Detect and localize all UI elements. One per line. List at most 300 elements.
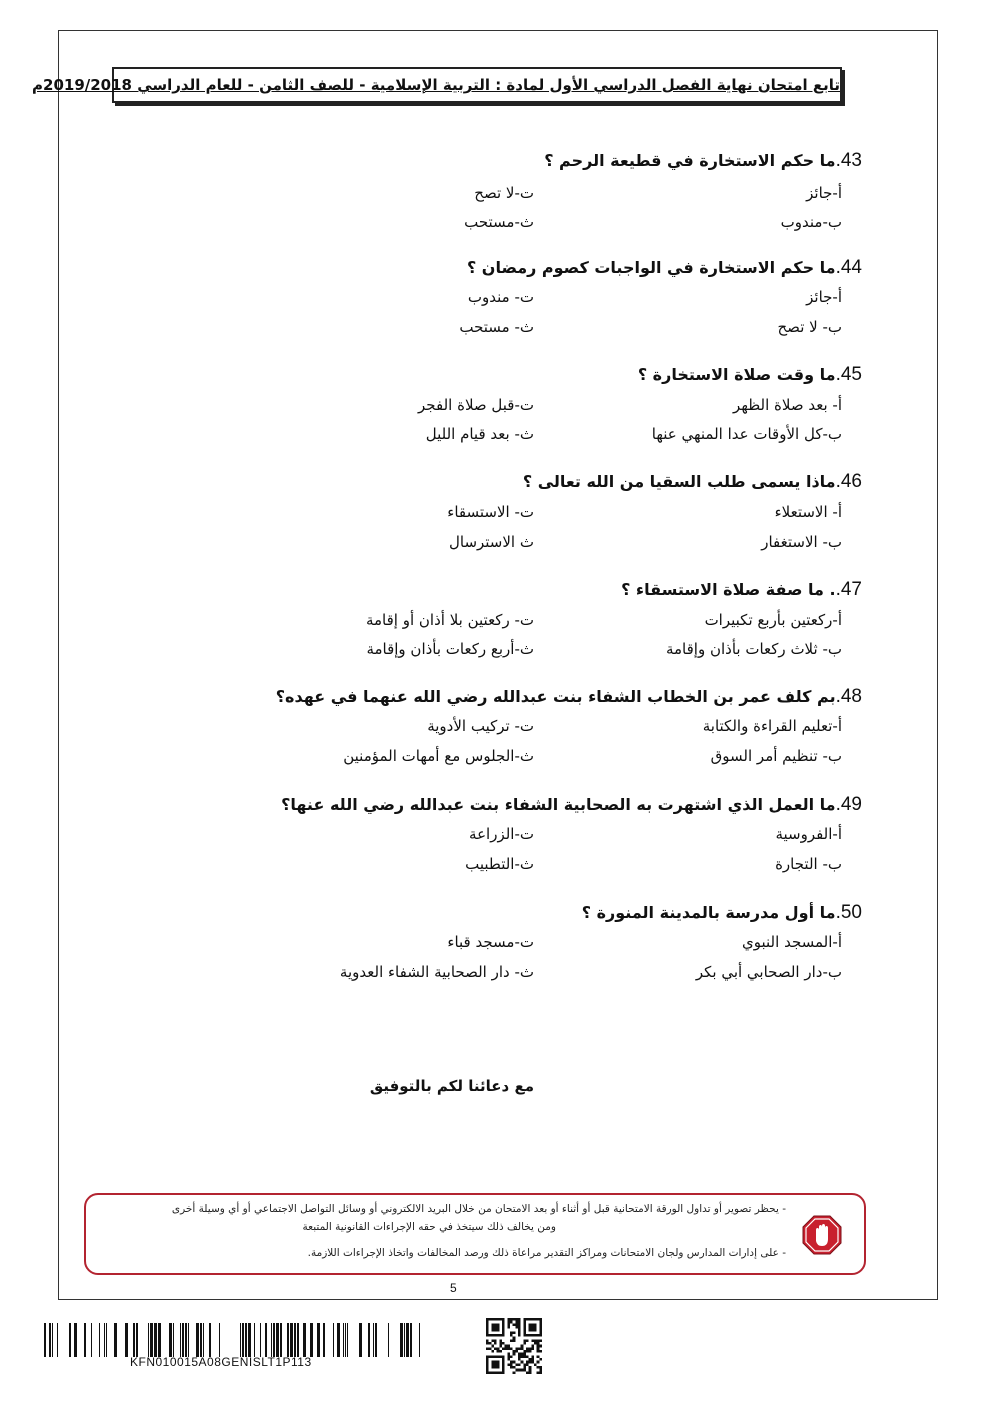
page-number: 5 xyxy=(450,1281,457,1295)
qr-finder-module xyxy=(494,1318,497,1321)
qr-module xyxy=(521,1355,524,1358)
qr-module xyxy=(507,1326,510,1329)
barcode-bar xyxy=(373,1323,374,1357)
option-t: ت-الزراعة xyxy=(469,825,534,843)
barcode-bar xyxy=(290,1323,293,1357)
qr-finder-module xyxy=(539,1318,542,1321)
qr-finder-module xyxy=(486,1318,489,1321)
qr-module xyxy=(510,1339,513,1342)
barcode-bar xyxy=(388,1323,389,1357)
question-title: 43.ما حكم الاستخارة في قطيعة الرحم ؟ xyxy=(544,150,862,171)
barcode-bar xyxy=(125,1323,128,1357)
qr-module xyxy=(489,1347,492,1350)
qr-module xyxy=(499,1342,502,1345)
qr-finder-module xyxy=(502,1326,505,1329)
qr-module xyxy=(499,1350,502,1353)
qr-finder-module xyxy=(497,1334,500,1337)
qr-module xyxy=(526,1355,529,1358)
qr-finder-module xyxy=(486,1326,489,1329)
qr-module xyxy=(515,1323,518,1326)
question-title: 47.. ما صفة صلاة الاستسقاء ؟ xyxy=(621,579,862,600)
qr-finder-module xyxy=(494,1355,497,1358)
qr-finder-module xyxy=(529,1329,532,1332)
barcode-bar xyxy=(287,1323,289,1357)
qr-module xyxy=(523,1350,526,1353)
qr-module xyxy=(510,1366,513,1369)
qr-module xyxy=(518,1318,521,1321)
qr-finder-module xyxy=(523,1318,526,1321)
qr-finder-module xyxy=(497,1363,500,1366)
qr-module xyxy=(531,1358,534,1361)
barcode-bar xyxy=(368,1323,370,1357)
qr-module xyxy=(515,1369,518,1372)
qr-finder-module xyxy=(486,1334,489,1337)
qr-finder-module xyxy=(523,1329,526,1332)
qr-finder-module xyxy=(491,1363,494,1366)
qr-finder-module xyxy=(523,1326,526,1329)
qr-module xyxy=(510,1347,513,1350)
stop-hand-icon xyxy=(802,1215,842,1255)
qr-module xyxy=(513,1323,516,1326)
qr-finder-module xyxy=(526,1334,529,1337)
qr-module xyxy=(531,1347,534,1350)
qr-module xyxy=(526,1347,529,1350)
qr-module xyxy=(518,1323,521,1326)
barcode-bar xyxy=(49,1323,51,1357)
qr-module xyxy=(531,1355,534,1358)
barcode-bar xyxy=(323,1323,325,1357)
qr-module xyxy=(537,1371,540,1374)
qr-module xyxy=(494,1342,497,1345)
qr-module xyxy=(499,1339,502,1342)
barcode-bar xyxy=(84,1323,86,1357)
qr-finder-module xyxy=(539,1326,542,1329)
question-title: 44.ما حكم الاستخارة في الواجبات كصوم رمضان ؟ xyxy=(466,257,862,278)
barcode-bar xyxy=(400,1323,403,1357)
option-t: ت-لا تصح xyxy=(474,184,534,202)
qr-finder-module xyxy=(499,1371,502,1374)
qr-code-image xyxy=(486,1318,542,1374)
qr-module xyxy=(523,1355,526,1358)
qr-finder-module xyxy=(523,1323,526,1326)
barcode-bar xyxy=(242,1323,244,1357)
barcode-bar xyxy=(136,1323,138,1357)
qr-finder-module xyxy=(526,1318,529,1321)
qr-module xyxy=(502,1347,505,1350)
qr-finder-module xyxy=(502,1366,505,1369)
barcode-bar xyxy=(333,1323,334,1357)
qr-module xyxy=(518,1355,521,1358)
qr-module xyxy=(526,1361,529,1364)
qr-finder-module xyxy=(497,1361,500,1364)
barcode-bar xyxy=(209,1323,211,1357)
option-b: ب-دار الصحابي أبي بكر xyxy=(695,963,842,981)
qr-module xyxy=(486,1342,489,1345)
qr-module xyxy=(537,1342,540,1345)
qr-module xyxy=(507,1347,510,1350)
qr-finder-module xyxy=(499,1318,502,1321)
barcode-bar xyxy=(148,1323,149,1357)
qr-finder-module xyxy=(489,1334,492,1337)
qr-finder-module xyxy=(486,1355,489,1358)
qr-finder-module xyxy=(534,1323,537,1326)
barcode-bar xyxy=(347,1323,348,1357)
qr-module xyxy=(531,1361,534,1364)
barcode-bar xyxy=(248,1323,251,1357)
barcode-bar xyxy=(182,1323,184,1357)
option-th: ث- بعد قيام الليل xyxy=(425,425,534,443)
qr-finder-module xyxy=(502,1321,505,1324)
qr-module xyxy=(537,1347,540,1350)
qr-module xyxy=(534,1342,537,1345)
qr-module xyxy=(513,1371,516,1374)
barcode-bar xyxy=(91,1323,92,1357)
option-th: ث- مستحب xyxy=(459,318,534,336)
qr-finder-module xyxy=(491,1329,494,1332)
qr-finder-module xyxy=(502,1363,505,1366)
barcode-bar xyxy=(188,1323,189,1357)
qr-module xyxy=(521,1369,524,1372)
barcode-bar xyxy=(173,1323,174,1357)
barcode-bar xyxy=(196,1323,199,1357)
barcode-bar xyxy=(104,1323,105,1357)
qr-finder-module xyxy=(497,1355,500,1358)
option-a: أ-جائز xyxy=(806,288,842,306)
qr-module xyxy=(502,1342,505,1345)
qr-finder-module xyxy=(502,1323,505,1326)
option-t: ت- ركعتين بلا أذان أو إقامة xyxy=(365,611,534,629)
qr-finder-module xyxy=(491,1326,494,1329)
qr-module xyxy=(507,1363,510,1366)
barcode-bar xyxy=(276,1323,279,1357)
qr-module xyxy=(497,1350,500,1353)
qr-finder-module xyxy=(494,1366,497,1369)
qr-finder-module xyxy=(523,1321,526,1324)
barcode-bar xyxy=(271,1323,272,1357)
qr-module xyxy=(518,1331,521,1334)
qr-module xyxy=(523,1363,526,1366)
qr-module xyxy=(523,1342,526,1345)
qr-module xyxy=(531,1345,534,1348)
qr-module xyxy=(539,1366,542,1369)
barcode-bar xyxy=(106,1323,107,1357)
barcode-bar xyxy=(337,1323,340,1357)
qr-module xyxy=(513,1350,516,1353)
option-t: ت-قبل صلاة الفجر xyxy=(418,396,534,414)
barcode-bar xyxy=(343,1323,344,1357)
qr-module xyxy=(505,1347,508,1350)
qr-finder-module xyxy=(491,1371,494,1374)
barcode-bar xyxy=(154,1323,157,1357)
qr-module xyxy=(513,1331,516,1334)
barcode-bar xyxy=(150,1323,153,1357)
qr-finder-module xyxy=(497,1318,500,1321)
barcode-bar xyxy=(345,1323,346,1357)
qr-finder-module xyxy=(497,1326,500,1329)
question-title: 46.ماذا يسمى طلب السقيا من الله تعالى ؟ xyxy=(522,471,862,492)
qr-module xyxy=(510,1361,513,1364)
qr-finder-module xyxy=(491,1318,494,1321)
qr-finder-module xyxy=(494,1334,497,1337)
qr-finder-module xyxy=(489,1318,492,1321)
qr-finder-module xyxy=(494,1361,497,1364)
barcode-bar xyxy=(158,1323,161,1357)
qr-module xyxy=(491,1350,494,1353)
barcode-bar xyxy=(52,1323,53,1357)
qr-finder-module xyxy=(494,1363,497,1366)
qr-finder-module xyxy=(494,1329,497,1332)
qr-finder-module xyxy=(502,1355,505,1358)
option-b: ب- الاستغفار xyxy=(761,533,842,551)
qr-finder-module xyxy=(534,1329,537,1332)
barcode-bar xyxy=(280,1323,282,1357)
qr-finder-module xyxy=(486,1331,489,1334)
barcode-bar xyxy=(265,1323,267,1357)
qr-module xyxy=(521,1353,524,1356)
barcode-bar xyxy=(410,1323,412,1357)
qr-module xyxy=(510,1331,513,1334)
qr-module xyxy=(505,1345,508,1348)
qr-module xyxy=(518,1321,521,1324)
question-title: 45.ما وقت صلاة الاستخارة ؟ xyxy=(637,364,862,385)
qr-module xyxy=(518,1363,521,1366)
qr-module xyxy=(515,1363,518,1366)
option-th: ث-مستحب xyxy=(464,213,534,231)
qr-module xyxy=(518,1347,521,1350)
option-t: ت- الاستسقاء xyxy=(447,503,534,521)
qr-module xyxy=(534,1363,537,1366)
qr-finder-module xyxy=(497,1329,500,1332)
qr-finder-module xyxy=(502,1358,505,1361)
qr-module xyxy=(523,1339,526,1342)
qr-finder-module xyxy=(502,1329,505,1332)
barcode-bar xyxy=(303,1323,306,1357)
qr-module xyxy=(539,1358,542,1361)
qr-module xyxy=(518,1369,521,1372)
qr-module xyxy=(489,1342,492,1345)
qr-module xyxy=(539,1371,542,1374)
qr-finder-module xyxy=(491,1334,494,1337)
qr-finder-module xyxy=(529,1323,532,1326)
qr-module xyxy=(526,1371,529,1374)
qr-module xyxy=(494,1339,497,1342)
qr-finder-module xyxy=(531,1318,534,1321)
qr-finder-module xyxy=(486,1361,489,1364)
qr-module xyxy=(529,1347,532,1350)
qr-finder-module xyxy=(523,1334,526,1337)
qr-module xyxy=(534,1339,537,1342)
option-a: أ- بعد صلاة الظهر xyxy=(733,396,842,414)
qr-module xyxy=(513,1366,516,1369)
option-th: ث الاسترسال xyxy=(448,533,534,551)
option-a: أ-تعليم القراءة والكتابة xyxy=(702,717,842,735)
qr-module xyxy=(507,1358,510,1361)
barcode-bar xyxy=(169,1323,172,1357)
barcode-bar xyxy=(245,1323,247,1357)
barcode-bar xyxy=(57,1323,58,1357)
qr-module xyxy=(513,1339,516,1342)
qr-module xyxy=(515,1350,518,1353)
barcode-bar xyxy=(375,1323,377,1357)
option-b: ب- لا تصح xyxy=(777,318,842,336)
barcode-bar xyxy=(404,1323,405,1357)
qr-module xyxy=(526,1350,529,1353)
qr-module xyxy=(537,1366,540,1369)
qr-finder-module xyxy=(486,1366,489,1369)
barcode-bar xyxy=(260,1323,261,1357)
qr-module xyxy=(539,1369,542,1372)
qr-finder-module xyxy=(502,1318,505,1321)
qr-module xyxy=(518,1353,521,1356)
qr-finder-module xyxy=(502,1369,505,1372)
qr-finder-module xyxy=(499,1334,502,1337)
qr-finder-module xyxy=(486,1323,489,1326)
qr-finder-module xyxy=(523,1331,526,1334)
qr-finder-module xyxy=(491,1361,494,1364)
qr-module xyxy=(507,1318,510,1321)
qr-module xyxy=(529,1366,532,1369)
qr-finder-module xyxy=(494,1326,497,1329)
option-th: ث-التطبيب xyxy=(465,855,534,873)
qr-module xyxy=(523,1353,526,1356)
barcode-bar xyxy=(406,1323,409,1357)
qr-module xyxy=(486,1347,489,1350)
qr-module xyxy=(510,1355,513,1358)
qr-finder-module xyxy=(539,1334,542,1337)
barcode-bar xyxy=(310,1323,313,1357)
closing-wish: مع دعائنا لكم بالتوفيق xyxy=(369,1077,534,1095)
option-a: أ-ركعتين بأربع تكبيرات xyxy=(704,611,842,629)
qr-module xyxy=(507,1355,510,1358)
qr-module xyxy=(521,1345,524,1348)
qr-finder-module xyxy=(531,1326,534,1329)
qr-module xyxy=(510,1321,513,1324)
qr-module xyxy=(537,1355,540,1358)
qr-module xyxy=(529,1350,532,1353)
option-b: ب- ثلاث ركعات بأذان وإقامة xyxy=(665,640,842,658)
qr-finder-module xyxy=(539,1329,542,1332)
qr-finder-module xyxy=(529,1318,532,1321)
barcode-bar xyxy=(219,1323,220,1357)
qr-module xyxy=(510,1363,513,1366)
qr-module xyxy=(510,1334,513,1337)
qr-finder-module xyxy=(486,1371,489,1374)
qr-finder-module xyxy=(534,1318,537,1321)
option-th: ث-الجلوس مع أمهات المؤمنين xyxy=(343,747,534,765)
qr-module xyxy=(539,1350,542,1353)
qr-module xyxy=(537,1361,540,1364)
barcode-bar xyxy=(200,1323,202,1357)
qr-finder-module xyxy=(539,1331,542,1334)
qr-finder-module xyxy=(486,1321,489,1324)
qr-finder-module xyxy=(529,1334,532,1337)
option-a: أ- الاستعلاء xyxy=(774,503,842,521)
qr-module xyxy=(539,1339,542,1342)
qr-finder-module xyxy=(529,1326,532,1329)
qr-module xyxy=(513,1318,516,1321)
qr-module xyxy=(523,1369,526,1372)
barcode-bar xyxy=(273,1323,275,1357)
qr-finder-module xyxy=(502,1371,505,1374)
qr-finder-module xyxy=(486,1358,489,1361)
barcode-bar xyxy=(185,1323,187,1357)
option-t: ت- مندوب xyxy=(467,288,534,306)
qr-finder-module xyxy=(497,1366,500,1369)
qr-module xyxy=(513,1337,516,1340)
option-t: ت- تركيب الأدوية xyxy=(427,717,534,735)
option-b: ب- التجارة xyxy=(775,855,842,873)
qr-module xyxy=(491,1345,494,1348)
qr-finder-module xyxy=(539,1323,542,1326)
qr-finder-module xyxy=(537,1334,540,1337)
qr-module xyxy=(526,1339,529,1342)
qr-module xyxy=(529,1361,532,1364)
qr-module xyxy=(515,1318,518,1321)
barcode-bar xyxy=(114,1323,117,1357)
qr-finder-module xyxy=(486,1363,489,1366)
qr-module xyxy=(518,1329,521,1332)
qr-module xyxy=(521,1347,524,1350)
barcode-bar xyxy=(44,1323,46,1357)
barcode-bar xyxy=(74,1323,77,1357)
qr-module xyxy=(515,1326,518,1329)
qr-module xyxy=(510,1318,513,1321)
option-a: أ-جائز xyxy=(806,184,842,202)
qr-module xyxy=(518,1334,521,1337)
barcode-bar xyxy=(240,1323,241,1357)
question-title: 50.ما أول مدرسة بالمدينة المنورة ؟ xyxy=(581,902,862,923)
barcode-bar xyxy=(419,1323,420,1357)
qr-finder-module xyxy=(534,1326,537,1329)
qr-module xyxy=(494,1347,497,1350)
qr-module xyxy=(507,1345,510,1348)
qr-module xyxy=(515,1347,518,1350)
notice-line-1: - يحظر تصوير أو تداول الورقة الامتحانية قبل أو أثناء أو بعد الامتحان من خلال البريد الالكتروني أو وسائل التواصل الاجتماعي أو أي وسيلة أخرى xyxy=(171,1203,786,1215)
qr-finder-module xyxy=(491,1366,494,1369)
barcode-bar xyxy=(99,1323,100,1357)
qr-module xyxy=(537,1350,540,1353)
barcode-bar xyxy=(317,1323,320,1357)
qr-module xyxy=(497,1347,500,1350)
qr-finder-module xyxy=(531,1334,534,1337)
qr-finder-module xyxy=(497,1371,500,1374)
option-th: ث- دار الصحابية الشفاء العدوية xyxy=(339,963,534,981)
option-th: ث-أربع ركعات بأذان وإقامة xyxy=(366,640,534,658)
option-a: أ-الفروسية xyxy=(775,825,842,843)
qr-finder-module xyxy=(499,1355,502,1358)
option-b: ب- تنظيم أمر السوق xyxy=(710,747,842,765)
question-title: 49.ما العمل الذي اشتهرت به الصحابية الشفاء بنت عبدالله رضي الله عنها؟ xyxy=(281,794,862,815)
question-title: 48.بم كلف عمر بن الخطاب الشفاء بنت عبدالله رضي الله عنهما في عهده؟ xyxy=(275,686,862,707)
qr-finder-module xyxy=(486,1329,489,1332)
barcode-bar xyxy=(359,1323,362,1357)
qr-module xyxy=(499,1345,502,1348)
qr-module xyxy=(539,1345,542,1348)
qr-module xyxy=(507,1323,510,1326)
barcode-bar xyxy=(254,1323,255,1357)
exam-header: تابع امتحان نهاية الفصل الدراسي الأول لمادة : التربية الإسلامية - للصف الثامن - للعام الدراسي 2019/2018م xyxy=(112,67,842,103)
qr-module xyxy=(486,1339,489,1342)
qr-module xyxy=(518,1326,521,1329)
qr-finder-module xyxy=(486,1369,489,1372)
barcode-bar xyxy=(133,1323,135,1357)
qr-module xyxy=(507,1353,510,1356)
barcode-bar xyxy=(203,1323,204,1357)
qr-module xyxy=(529,1358,532,1361)
qr-finder-module xyxy=(502,1361,505,1364)
qr-finder-module xyxy=(531,1323,534,1326)
qr-finder-module xyxy=(494,1371,497,1374)
